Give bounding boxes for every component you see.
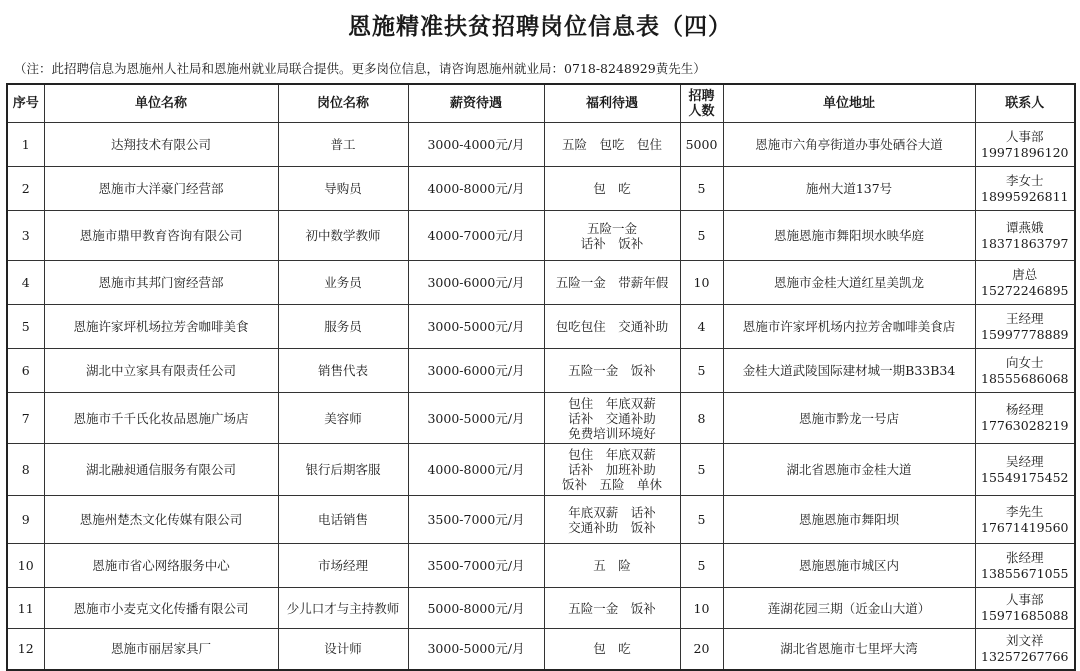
benefit-line: 话补 饭补 bbox=[580, 235, 644, 251]
cell-salary: 3000-5000元/月 bbox=[408, 305, 544, 349]
cell-salary: 4000-7000元/月 bbox=[408, 211, 544, 261]
benefit-line: 五险一金 饭补 bbox=[568, 363, 656, 378]
cell-company: 达翔技术有限公司 bbox=[44, 123, 278, 167]
header-index: 序号 bbox=[7, 84, 44, 123]
cell-position: 电话销售 bbox=[278, 496, 408, 544]
cell-company: 恩施市省心网络服务中心 bbox=[44, 544, 278, 588]
cell-contact bbox=[975, 305, 1075, 349]
header-count-line2: 人数 bbox=[688, 103, 715, 119]
job-table bbox=[6, 83, 1076, 671]
benefit-line: 五险 包吃 包住 bbox=[561, 137, 662, 152]
cell-count: 8 bbox=[680, 393, 723, 444]
cell-count: 5000 bbox=[680, 123, 723, 167]
cell-index: 1 bbox=[7, 123, 44, 167]
cell-index: 8 bbox=[7, 444, 44, 496]
benefit-line: 包 吃 bbox=[593, 641, 631, 657]
contact-phone: 18555686068 bbox=[981, 370, 1069, 386]
contact-phone: 15971685088 bbox=[981, 608, 1069, 623]
cell-company: 恩施市丽居家具厂 bbox=[44, 629, 278, 670]
contact-name: 杨经理 bbox=[1005, 402, 1044, 417]
contact-name: 张经理 bbox=[1005, 549, 1044, 565]
cell-address: 恩施恩施市城区内 bbox=[723, 544, 975, 588]
cell-company: 恩施市其邦门窗经营部 bbox=[44, 261, 278, 305]
cell-address: 恩施市黔龙一号店 bbox=[723, 393, 975, 444]
cell-salary: 4000-8000元/月 bbox=[408, 167, 544, 211]
benefit-line: 五险一金 饭补 bbox=[568, 600, 656, 616]
contact-phone: 15272246895 bbox=[981, 282, 1069, 298]
benefit-line: 饭补 五险 单休 bbox=[561, 477, 662, 492]
cell-count: 10 bbox=[680, 588, 723, 629]
cell-address: 湖北省恩施市七里坪大湾 bbox=[723, 629, 975, 670]
cell-address: 施州大道137号 bbox=[723, 167, 975, 211]
header-count bbox=[680, 84, 723, 123]
cell-count: 4 bbox=[680, 305, 723, 349]
benefit-line: 包住 年底双薪 bbox=[568, 395, 656, 411]
cell-count: 5 bbox=[680, 444, 723, 496]
benefit-line: 五险一金 bbox=[586, 220, 637, 236]
contact-phone: 18371863797 bbox=[981, 235, 1069, 251]
cell-count: 5 bbox=[680, 211, 723, 261]
cell-address: 恩施市许家坪机场内拉芳舍咖啡美食店 bbox=[723, 305, 975, 349]
contact-name: 向女士 bbox=[1005, 354, 1044, 370]
cell-position: 银行后期客服 bbox=[278, 444, 408, 496]
contact-phone: 17763028219 bbox=[981, 418, 1069, 433]
benefit-line: 包 吃 bbox=[593, 181, 631, 196]
contact-phone: 15549175452 bbox=[981, 469, 1069, 485]
page-title: 恩施精准扶贫招聘岗位信息表（四） bbox=[348, 13, 732, 40]
cell-company: 恩施市鼎甲教育咨询有限公司 bbox=[44, 211, 278, 261]
cell-position: 普工 bbox=[278, 123, 408, 167]
cell-benefits bbox=[544, 496, 680, 544]
cell-salary: 3000-5000元/月 bbox=[408, 393, 544, 444]
cell-index: 3 bbox=[7, 211, 44, 261]
cell-position: 美容师 bbox=[278, 393, 408, 444]
contact-name: 李先生 bbox=[1005, 503, 1044, 519]
cell-benefits bbox=[544, 211, 680, 261]
cell-position: 设计师 bbox=[278, 629, 408, 670]
benefit-line: 五险一金 带薪年假 bbox=[555, 275, 669, 290]
header-contact: 联系人 bbox=[975, 84, 1075, 123]
cell-address: 湖北省恩施市金桂大道 bbox=[723, 444, 975, 496]
cell-index: 7 bbox=[7, 393, 44, 444]
cell-position: 业务员 bbox=[278, 261, 408, 305]
cell-position: 服务员 bbox=[278, 305, 408, 349]
cell-company: 恩施市小麦克文化传播有限公司 bbox=[44, 588, 278, 629]
table-body bbox=[7, 123, 1075, 670]
cell-count: 20 bbox=[680, 629, 723, 670]
benefit-line: 五 险 bbox=[593, 558, 631, 573]
contact-name: 王经理 bbox=[1005, 310, 1044, 326]
contact-phone: 19971896120 bbox=[981, 144, 1069, 160]
table-row bbox=[7, 393, 1075, 444]
cell-benefits bbox=[544, 123, 680, 167]
table-row bbox=[7, 167, 1075, 211]
cell-benefits bbox=[544, 544, 680, 588]
cell-index: 10 bbox=[7, 544, 44, 588]
header-salary: 薪资待遇 bbox=[408, 84, 544, 123]
cell-index: 9 bbox=[7, 496, 44, 544]
table-header-row bbox=[7, 84, 1075, 123]
benefit-line: 话补 交通补助 bbox=[568, 410, 656, 426]
benefit-line: 年底双薪 话补 bbox=[568, 504, 656, 520]
contact-name: 李女士 bbox=[1005, 172, 1044, 188]
cell-benefits bbox=[544, 588, 680, 629]
cell-benefits bbox=[544, 393, 680, 444]
cell-position: 市场经理 bbox=[278, 544, 408, 588]
table-row bbox=[7, 444, 1075, 496]
contact-phone: 15997778889 bbox=[981, 326, 1069, 342]
cell-benefits bbox=[544, 349, 680, 393]
cell-benefits bbox=[544, 305, 680, 349]
cell-company: 恩施市千千氏化妆品恩施广场店 bbox=[44, 393, 278, 444]
cell-company: 恩施许家坪机场拉芳舍咖啡美食 bbox=[44, 305, 278, 349]
cell-company: 湖北中立家具有限责任公司 bbox=[44, 349, 278, 393]
cell-position: 导购员 bbox=[278, 167, 408, 211]
cell-salary: 3500-7000元/月 bbox=[408, 496, 544, 544]
cell-address: 金桂大道武陵国际建材城一期B33B34 bbox=[723, 349, 975, 393]
cell-address: 恩施市六角亭街道办事处硒谷大道 bbox=[723, 123, 975, 167]
cell-contact bbox=[975, 123, 1075, 167]
cell-benefits bbox=[544, 444, 680, 496]
benefit-line: 交通补助 饭补 bbox=[568, 519, 656, 535]
cell-contact bbox=[975, 629, 1075, 670]
cell-salary: 3000-4000元/月 bbox=[408, 123, 544, 167]
cell-contact bbox=[975, 393, 1075, 444]
contact-name: 人事部 bbox=[1005, 128, 1044, 144]
header-company: 单位名称 bbox=[44, 84, 278, 123]
table-row bbox=[7, 496, 1075, 544]
cell-salary: 4000-8000元/月 bbox=[408, 444, 544, 496]
cell-count: 5 bbox=[680, 349, 723, 393]
table-row bbox=[7, 123, 1075, 167]
cell-salary: 5000-8000元/月 bbox=[408, 588, 544, 629]
cell-contact bbox=[975, 588, 1075, 629]
cell-contact bbox=[975, 544, 1075, 588]
cell-contact bbox=[975, 211, 1075, 261]
cell-count: 5 bbox=[680, 167, 723, 211]
cell-index: 11 bbox=[7, 588, 44, 629]
cell-company: 湖北融昶通信服务有限公司 bbox=[44, 444, 278, 496]
cell-address: 莲湖花园三期（近金山大道） bbox=[723, 588, 975, 629]
cell-index: 12 bbox=[7, 629, 44, 670]
contact-name: 刘文祥 bbox=[1005, 632, 1044, 648]
benefit-line: 话补 加班补助 bbox=[568, 462, 656, 477]
cell-benefits bbox=[544, 261, 680, 305]
benefit-line: 免费培训环境好 bbox=[568, 425, 656, 441]
source-note: （注：此招聘信息为恩施州人社局和恩施州就业局联合提供。更多岗位信息，请咨询恩施州就业局：0718-8248929黄先生） bbox=[14, 61, 706, 76]
cell-address: 恩施恩施市舞阳坝 bbox=[723, 496, 975, 544]
table-row bbox=[7, 261, 1075, 305]
contact-name: 人事部 bbox=[1005, 592, 1044, 607]
cell-address: 恩施市金桂大道红星美凯龙 bbox=[723, 261, 975, 305]
header-address: 单位地址 bbox=[723, 84, 975, 123]
table-row bbox=[7, 211, 1075, 261]
cell-count: 5 bbox=[680, 544, 723, 588]
cell-index: 6 bbox=[7, 349, 44, 393]
cell-address: 恩施恩施市舞阳坝水映华庭 bbox=[723, 211, 975, 261]
cell-salary: 3000-5000元/月 bbox=[408, 629, 544, 670]
contact-name: 谭燕娥 bbox=[1005, 219, 1044, 235]
cell-position: 少儿口才与主持教师 bbox=[278, 588, 408, 629]
table-row bbox=[7, 349, 1075, 393]
contact-phone: 13257267766 bbox=[981, 648, 1069, 664]
cell-contact bbox=[975, 349, 1075, 393]
cell-salary: 3000-6000元/月 bbox=[408, 261, 544, 305]
contact-phone: 17671419560 bbox=[981, 519, 1069, 535]
table-row bbox=[7, 588, 1075, 629]
benefit-line: 包住 年底双薪 bbox=[568, 447, 656, 462]
contact-name: 吴经理 bbox=[1005, 453, 1044, 469]
cell-salary: 3500-7000元/月 bbox=[408, 544, 544, 588]
cell-count: 5 bbox=[680, 496, 723, 544]
cell-company: 恩施市大洋豪门经营部 bbox=[44, 167, 278, 211]
cell-contact bbox=[975, 444, 1075, 496]
cell-benefits bbox=[544, 629, 680, 670]
cell-contact bbox=[975, 496, 1075, 544]
header-position: 岗位名称 bbox=[278, 84, 408, 123]
cell-index: 2 bbox=[7, 167, 44, 211]
contact-name: 唐总 bbox=[1012, 266, 1038, 282]
cell-contact bbox=[975, 167, 1075, 211]
cell-index: 5 bbox=[7, 305, 44, 349]
table-row bbox=[7, 544, 1075, 588]
cell-company: 恩施州楚杰文化传媒有限公司 bbox=[44, 496, 278, 544]
header-count-line1: 招聘 bbox=[688, 88, 715, 104]
cell-position: 初中数学教师 bbox=[278, 211, 408, 261]
cell-contact bbox=[975, 261, 1075, 305]
benefit-line: 包吃包住 交通补助 bbox=[555, 319, 669, 334]
header-benefits: 福利待遇 bbox=[544, 84, 680, 123]
cell-index: 4 bbox=[7, 261, 44, 305]
table-row bbox=[7, 305, 1075, 349]
cell-salary: 3000-6000元/月 bbox=[408, 349, 544, 393]
contact-phone: 13855671055 bbox=[981, 565, 1069, 581]
cell-count: 10 bbox=[680, 261, 723, 305]
contact-phone: 18995926811 bbox=[981, 188, 1069, 204]
cell-position: 销售代表 bbox=[278, 349, 408, 393]
cell-benefits bbox=[544, 167, 680, 211]
table-row bbox=[7, 629, 1075, 670]
